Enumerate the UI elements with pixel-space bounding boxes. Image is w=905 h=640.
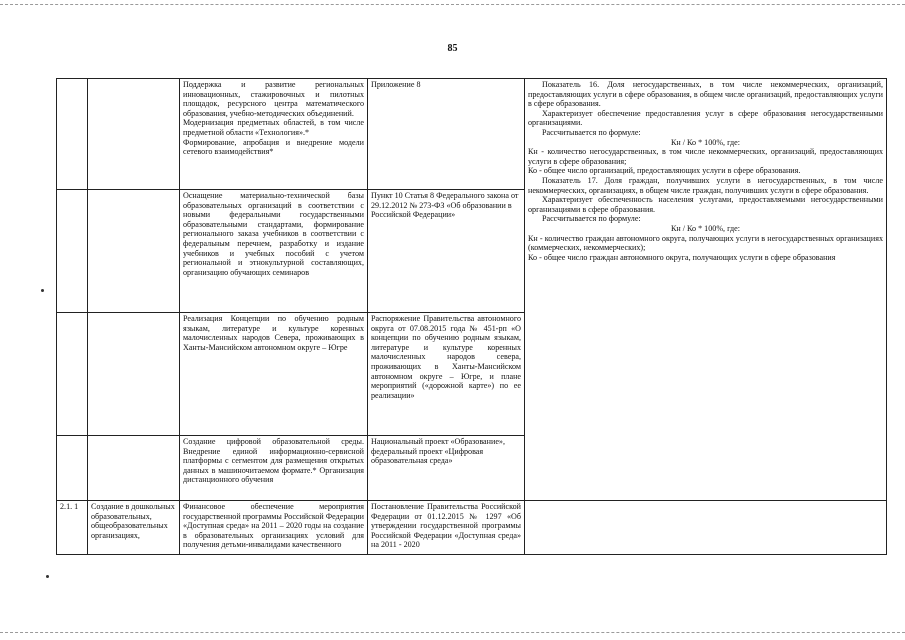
- row-name-cell: [88, 190, 180, 313]
- page-number: 85: [447, 43, 458, 54]
- basis-cell: [368, 190, 525, 313]
- indicator-16-formula: Кн / Ко * 100%, где:: [671, 137, 740, 147]
- indicator-17-calc-note: Рассчитывается по формуле:: [542, 214, 641, 224]
- activities-cell: [180, 313, 368, 436]
- basis-cell: [368, 501, 525, 555]
- activity-text: Финансовое обеспечение мероприятия государственной программы Российской Федерации «Доступная среда» на 2011 – 2020 годы на создание в образовательных организациях условий для получения детьми-инвалидами качественного: [183, 502, 364, 550]
- row-number-cell: [57, 79, 88, 190]
- activity-text: Оснащение материально-технической базы образовательных организаций в соответствии с новыми федеральными государственными образовательными стандартами, формирование регионального заказа учебников в соответствии с федеральным перечнем, разработку и издание учебников и учебных пособий с учетом региональной и этнокультурной составляющих, организацию обучающих семинаров: [183, 191, 364, 277]
- row-number: 2.1. 1: [60, 502, 79, 511]
- basis-cell: [368, 313, 525, 436]
- indicator-17-description: Характеризует обеспеченность населения услугами, предоставляемыми негосударственными организациями в сфере образования.: [528, 195, 883, 214]
- activities-cell: [180, 501, 368, 555]
- basis-cell: [368, 436, 525, 501]
- indicator-17-variable: Кн - количество граждан автономного округа, получающих услуги в негосударственных организациях (коммерческих, некоммерческих);: [528, 233, 883, 253]
- basis-text: Постановление Правительства Российской Федерации от 01.12.2015 № 1297 «Об утверждении государственной программы Российской Федерации «Доступная среда» на 2011 - 2020: [371, 502, 521, 550]
- indicators-cell: [525, 79, 887, 501]
- bottom-scan-rule: [0, 632, 905, 633]
- program-table: [56, 78, 887, 555]
- row-name: Создание в дошкольных образовательных, общеобразовательных организациях,: [91, 502, 175, 540]
- activity-text: Модернизация предметных областей, в том числе предметной области «Технология».*: [183, 118, 364, 137]
- activity-text: Создание цифровой образовательной среды. Внедрение единой информационно-сервисной платформы с сегментом для размещения открытых данных в машиночитаемом формате.* Организация дистанционного обучения: [183, 437, 364, 485]
- activity-text: Поддержка и развитие региональных инновационных, стажировочных и пилотных площадок, ресурсного центра математического образования, учебно-методических объединений.: [183, 80, 364, 118]
- indicators-cell: [525, 501, 887, 555]
- indicator-16-title: Показатель 16. Доля негосударственных, в том числе некоммерческих, организаций, предоставляющих услуги в сфере образования, в общем числе организаций, предоставляющих услуги в сфере образования.: [528, 80, 883, 109]
- row-name-cell: [88, 79, 180, 190]
- basis-text: Приложение 8: [371, 80, 421, 89]
- row-name-cell: [88, 436, 180, 501]
- activity-text: Формирование, апробация и внедрение модели сетевого взаимодействия*: [183, 137, 364, 157]
- scan-dot: [46, 575, 49, 578]
- row-name-cell: [88, 501, 180, 555]
- basis-text: Национальный проект «Образование», федеральный проект «Цифровая образовательная среда»: [371, 437, 505, 466]
- basis-text: Распоряжение Правительства автономного округа от 07.08.2015 года № 451-рп «О концепции по обучению родным языкам, литературе и культуре коренных малочисленных народов севера, проживающих в Ханты-Мансийском автономном округе – Югре, и плане мероприятий («дорожной карте») по ее реализации»: [371, 314, 521, 400]
- indicator-17-variable: Ко - общее число граждан автономного округа, получающих услуги в сфере образования: [528, 252, 836, 262]
- basis-text: Пункт 10 Статья 8 Федерального закона от 29.12.2012 № 273-ФЗ «Об образовании в Российской Федерации»: [371, 191, 519, 220]
- top-scan-rule: [0, 4, 905, 5]
- table-row: [57, 501, 887, 555]
- row-name-cell: [88, 313, 180, 436]
- table-row: [57, 79, 887, 190]
- indicator-16-variable: Ко - общее число организаций, предоставляющих услуги в сфере образования.: [528, 166, 801, 176]
- indicator-16-description: Характеризует обеспечение предоставления услуг в сфере образования негосударственными организациями.: [528, 108, 883, 128]
- indicator-17-formula: Кн / Ко * 100%, где:: [671, 223, 740, 233]
- row-number-cell: [57, 190, 88, 313]
- activities-cell: [180, 436, 368, 501]
- indicator-17-title: Показатель 17. Доля граждан, получивших услуги в негосударственных, в том числе некоммерческих, организациях, в общем числе граждан, получивших услуги в сфере образования.: [528, 175, 883, 195]
- indicator-16-variable: Кн - количество негосударственных, в том числе некоммерческих, организаций, предоставляющих услуги в сфере образования;: [528, 147, 883, 166]
- basis-cell: [368, 79, 525, 190]
- row-number-cell: [57, 313, 88, 436]
- indicator-16-calc-note: Рассчитывается по формуле:: [542, 127, 641, 137]
- scan-dot: [41, 289, 44, 292]
- row-number-cell: [57, 436, 88, 501]
- activities-cell: [180, 190, 368, 313]
- activities-cell: [180, 79, 368, 190]
- row-number-cell: [57, 501, 88, 555]
- activity-text: Реализация Концепции по обучению родным языкам, литературе и культуре коренных малочисленных народов Севера, проживающих в Ханты-Мансийском автономном округе – Югре: [183, 314, 364, 352]
